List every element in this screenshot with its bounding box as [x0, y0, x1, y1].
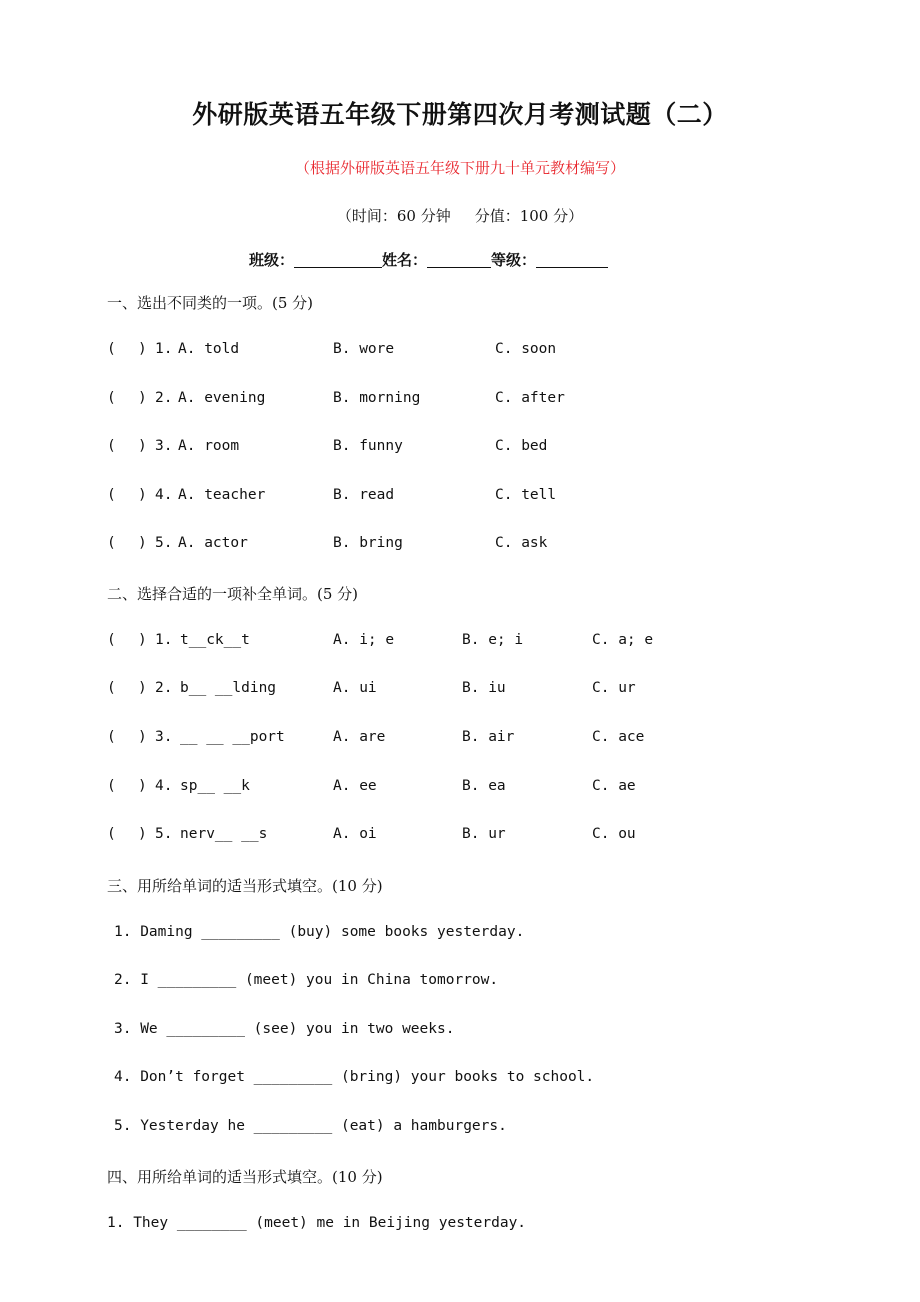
option-a: A. oi [333, 826, 377, 842]
option-c: C. a; e [592, 632, 654, 648]
item-number: 1. [155, 632, 173, 648]
class-label: 班级： [249, 251, 295, 269]
answer-paren-open: ( [107, 729, 116, 745]
option-a: A. room [178, 438, 240, 454]
class-blank[interactable] [294, 251, 382, 268]
item-number: 1. [155, 341, 173, 357]
answer-paren-open: ( [107, 632, 116, 648]
answer-paren-open: ( [107, 341, 116, 357]
answer-paren-close: ) [138, 487, 147, 503]
option-b: B. air [462, 729, 515, 745]
answer-paren-close: ) [138, 729, 147, 745]
section2-heading: 二、选择合适的一项补全单词。(5 分) [107, 585, 359, 603]
option-a: A. ui [333, 680, 377, 696]
section2-item [0, 680, 920, 702]
item-number: 3. [155, 438, 173, 454]
section1-item [0, 390, 920, 412]
option-a: A. are [333, 729, 386, 745]
option-c: C. soon [495, 341, 557, 357]
fill-in-sentence: 1. Daming _________ (buy) some books yesterday. [114, 924, 525, 940]
option-c: C. ur [592, 680, 636, 696]
word-pattern: b__ __lding [180, 680, 277, 696]
option-b: B. iu [462, 680, 506, 696]
answer-paren-close: ) [138, 341, 147, 357]
answer-paren-open: ( [107, 438, 116, 454]
option-a: A. ee [333, 778, 377, 794]
option-c: C. ae [592, 778, 636, 794]
page-subtitle: （根据外研版英语五年级下册九十单元教材编写） [294, 159, 625, 177]
fill-in-sentence: 5. Yesterday he _________ (eat) a hamburgers. [114, 1118, 507, 1134]
option-c: C. bed [495, 438, 548, 454]
answer-paren-close: ) [138, 632, 147, 648]
item-number: 5. [155, 826, 173, 842]
item-number: 3. [155, 729, 173, 745]
fill-in-sentence: 1. They ________ (meet) me in Beijing yesterday. [107, 1215, 527, 1231]
word-pattern: t__ck__t [180, 632, 250, 648]
fill-in-sentence: 3. We _________ (see) you in two weeks. [114, 1021, 455, 1037]
answer-paren-close: ) [138, 680, 147, 696]
option-b: B. ur [462, 826, 506, 842]
section3-heading: 三、用所给单词的适当形式填空。(10 分) [107, 877, 383, 895]
option-a: A. evening [178, 390, 266, 406]
section1-item [0, 535, 920, 557]
option-a: A. actor [178, 535, 248, 551]
section2-item [0, 778, 920, 800]
section1-item [0, 341, 920, 363]
item-number: 2. [155, 680, 173, 696]
fill-in-sentence: 4. Don’t forget _________ (bring) your books to school. [114, 1069, 595, 1085]
word-pattern: sp__ __k [180, 778, 250, 794]
name-label: 姓名： [382, 251, 428, 269]
section1-item [0, 487, 920, 509]
time-text: （时间：60 分钟 [336, 207, 451, 225]
answer-paren-close: ) [138, 390, 147, 406]
answer-paren-close: ) [138, 535, 147, 551]
item-number: 4. [155, 778, 173, 794]
answer-paren-open: ( [107, 487, 116, 503]
word-pattern: nerv__ __s [180, 826, 268, 842]
option-a: A. teacher [178, 487, 266, 503]
option-c: C. ace [592, 729, 645, 745]
fill-in-sentence: 2. I _________ (meet) you in China tomorrow. [114, 972, 499, 988]
item-number: 5. [155, 535, 173, 551]
option-b: B. morning [333, 390, 421, 406]
section4-heading: 四、用所给单词的适当形式填空。(10 分) [107, 1168, 383, 1186]
answer-paren-open: ( [107, 535, 116, 551]
page-title: 外研版英语五年级下册第四次月考测试题（二） [192, 100, 728, 129]
answer-paren-close: ) [138, 438, 147, 454]
option-b: B. e; i [462, 632, 524, 648]
answer-paren-open: ( [107, 826, 116, 842]
item-number: 4. [155, 487, 173, 503]
answer-paren-close: ) [138, 826, 147, 842]
answer-paren-open: ( [107, 778, 116, 794]
section2-item [0, 729, 920, 751]
time-score-info [0, 205, 920, 226]
option-c: C. ou [592, 826, 636, 842]
option-c: C. ask [495, 535, 548, 551]
section1-item [0, 438, 920, 460]
option-b: B. wore [333, 341, 395, 357]
score-text: 分值：100 分） [474, 207, 584, 225]
option-b: B. funny [333, 438, 403, 454]
option-a: A. told [178, 341, 240, 357]
grade-label: 等级： [491, 251, 537, 269]
name-blank[interactable] [427, 251, 491, 268]
answer-paren-open: ( [107, 680, 116, 696]
student-info-line [249, 249, 608, 270]
section2-item [0, 632, 920, 654]
section1-heading: 一、选出不同类的一项。(5 分) [107, 294, 314, 312]
option-a: A. i; e [333, 632, 395, 648]
section2-item [0, 826, 920, 848]
answer-paren-close: ) [138, 778, 147, 794]
grade-blank[interactable] [536, 251, 608, 268]
option-c: C. after [495, 390, 565, 406]
option-c: C. tell [495, 487, 557, 503]
option-b: B. bring [333, 535, 403, 551]
answer-paren-open: ( [107, 390, 116, 406]
word-pattern: __ __ __port [180, 729, 285, 745]
item-number: 2. [155, 390, 173, 406]
option-b: B. read [333, 487, 395, 503]
option-b: B. ea [462, 778, 506, 794]
